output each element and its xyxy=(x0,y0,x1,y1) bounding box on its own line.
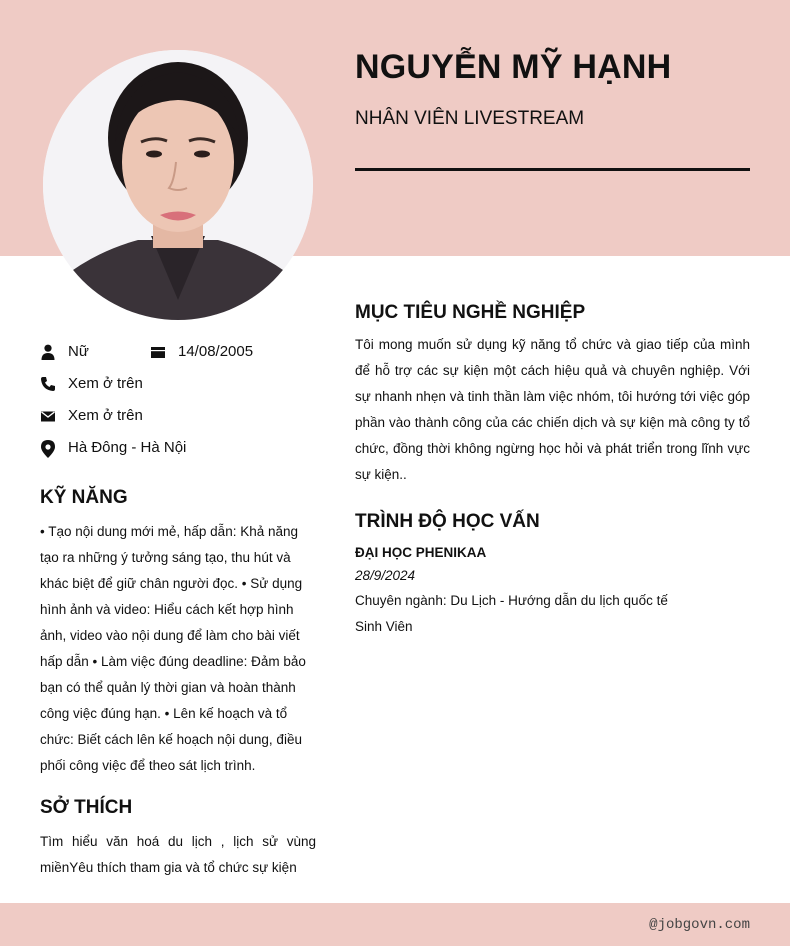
email-value: Xem ở trên xyxy=(68,407,143,424)
education-date: 28/9/2024 xyxy=(355,568,416,583)
address-value: Hà Đông - Hà Nội xyxy=(68,439,187,456)
objective-heading: MỤC TIÊU NGHỀ NGHIỆP xyxy=(355,302,586,323)
phone-value: Xem ở trên xyxy=(68,375,143,392)
birthdate-row xyxy=(150,343,253,360)
calendar-icon xyxy=(150,344,166,360)
gender-row xyxy=(40,343,89,360)
birthdate-value: 14/08/2005 xyxy=(178,343,254,360)
address-row xyxy=(40,439,186,456)
hobbies-heading: SỞ THÍCH xyxy=(40,797,133,818)
job-title: NHÂN VIÊN LIVESTREAM xyxy=(355,108,585,129)
gender-value: Nữ xyxy=(68,343,89,360)
skills-heading: KỸ NĂNG xyxy=(40,487,128,508)
hobbies-text: Tìm hiểu văn hoá du lịch , lịch sử vùng miềnYêu thích tham gia và tổ chức sự kiện xyxy=(40,834,316,875)
candidate-name: NGUYỄN MỸ HẠNH xyxy=(355,48,672,86)
profile-photo xyxy=(43,50,313,320)
phone-icon xyxy=(40,376,56,392)
mail-icon xyxy=(40,408,56,424)
education-status: Sinh Viên xyxy=(355,619,413,634)
education-heading: TRÌNH ĐỘ HỌC VẤN xyxy=(355,511,540,532)
header-divider xyxy=(355,168,750,171)
education-school: ĐẠI HỌC PHENIKAA xyxy=(355,545,487,560)
education-major: Chuyên ngành: Du Lịch - Hướng dẫn du lịch quốc tế xyxy=(355,593,668,608)
email-row xyxy=(40,407,143,424)
phone-row xyxy=(40,375,143,392)
person-icon xyxy=(40,344,56,360)
footer-brand: @jobgovn.com xyxy=(649,917,750,933)
location-pin-icon xyxy=(40,440,56,456)
objective-text: Tôi mong muốn sử dụng kỹ năng tổ chức và giao tiếp của mình để hỗ trợ các sự kiện một cách hiệu quả và chuyên nghiệp. Với sự nhanh nhẹn và tinh thần làm việc nhóm, tôi hướng tới việc góp phần vào thành công của các chiến dịch và sự kiện mà công ty tổ chức, đồng thời không ngừng học hỏi và phát triển trong lĩnh vực sự kiện.. xyxy=(355,337,750,482)
skills-text: • Tạo nội dung mới mẻ, hấp dẫn: Khả năng tạo ra những ý tưởng sáng tạo, thu hút và khác biệt để giữ chân người đọc. • Sử dụng hình ảnh và video: Hiểu cách kết hợp hình ảnh, video vào nội dung để làm cho bài viết hấp dẫn • Làm việc đúng deadline: Đảm bảo bạn có thể quản lý thời gian và hoàn thành công việc đúng hạn. • Lên kế hoạch và tổ chức: Biết cách lên kế hoạch nội dung, điều phối công việc để theo sát lịch trình. xyxy=(40,524,306,773)
